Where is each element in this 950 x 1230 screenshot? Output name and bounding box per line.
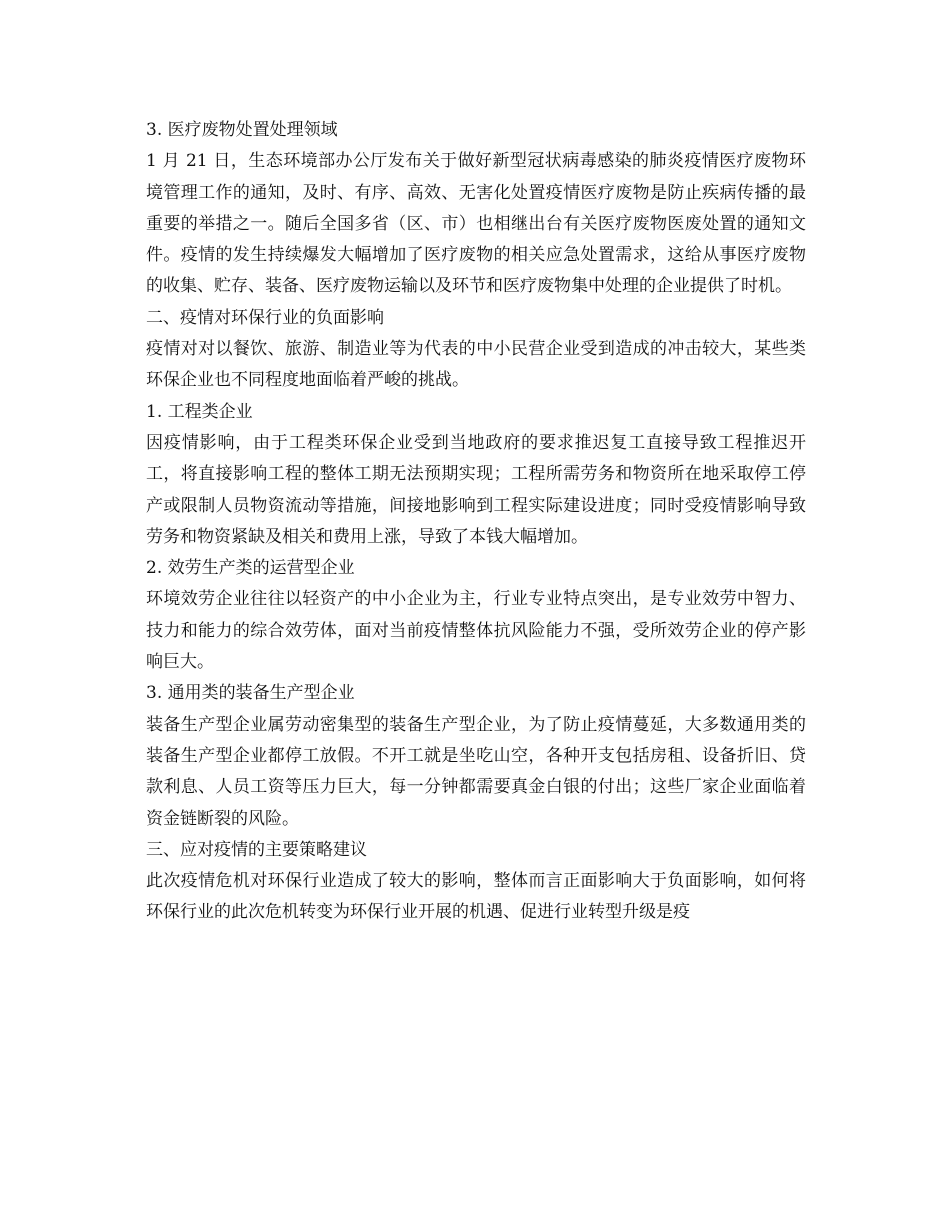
paragraph-strategy-intro: 此次疫情危机对环保行业造成了较大的影响，整体而言正面影响大于负面影响，如何将环保行业的此次危机转变为环保行业开展的机遇、促进行业转型升级是疫 [146,871,806,923]
paragraph-negative-impact-intro: 疫情对对以餐饮、旅游、制造业等为代表的中小民营企业受到造成的冲击较大，某些类环保企业也不同程度地面临着严峻的挑战。 [146,339,806,391]
section-heading-negative-impact: 二、疫情对环保行业的负面影响 [146,307,384,328]
paragraph-equipment-enterprises: 装备生产型企业属劳动密集型的装备生产型企业，为了防止疫情蔓延，大多数通用类的装备生产型企业都停工放假。不开工就是坐吃山空，各种开支包括房租、设备折旧、贷款利息、人员工资等压力巨大，每一分钟都需要真金白银的付出；这些厂家企业面临着资金链断裂的风险。 [146,714,806,829]
subheading-engineering-enterprises: 1. 工程类企业 [146,401,253,422]
document-page [146,115,806,929]
paragraph-medical-waste-notice: 1 月 21 日，生态环境部办公厅发布关于做好新型冠状病毒感染的肺炎疫情医疗废物环境管理工作的通知，及时、有序、高效、无害化处置疫情医疗废物是防止疾病传播的最重要的举措之一。随后全国多省（区、市）也相继出台有关医疗废物医废处置的通知文件。疫情的发生持续爆发大幅增加了医疗废物的相关应急处置需求，这给从事医疗废物的收集、贮存、装备、医疗废物运输以及环节和医疗废物集中处理的企业提供了时机。 [146,151,806,297]
section-heading-strategy: 三、应对疫情的主要策略建议 [146,839,367,860]
subheading-service-enterprises: 2. 效劳生产类的运营型企业 [146,558,355,579]
subheading-equipment-enterprises: 3. 通用类的装备生产型企业 [146,683,355,704]
section-heading-medical-waste: 3. 医疗废物处置处理领域 [146,120,338,140]
paragraph-engineering-enterprises: 因疫情影响，由于工程类环保企业受到当地政府的要求推迟复工直接导致工程推迟开工，将直接影响工程的整体工期无法预期实现；工程所需劳务和物资所在地采取停工停产或限制人员物资流动等措施，间接地影响到工程实际建设进度；同时受疫情影响导致劳务和物资紧缺及相关和费用上涨，导致了本钱大幅增加。 [146,432,806,547]
paragraph-service-enterprises: 环境效劳企业往往以轻资产的中小企业为主，行业专业特点突出，是专业效劳中智力、技力和能力的综合效劳体，面对当前疫情整体抗风险能力不强，受所效劳企业的停产影响巨大。 [146,589,806,673]
